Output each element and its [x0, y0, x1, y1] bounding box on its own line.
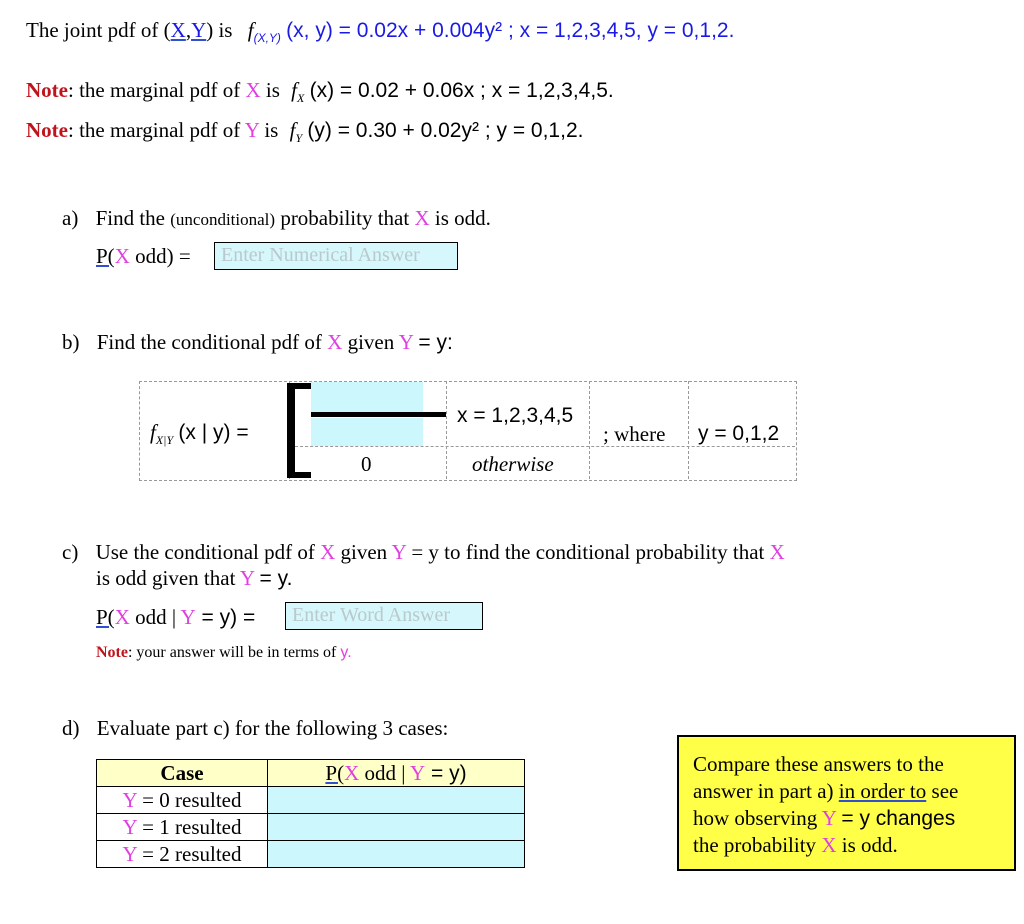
y-range: y = 0,1,2	[698, 422, 780, 445]
f-symbol: f	[247, 18, 254, 42]
table-header-row	[97, 760, 525, 787]
note-label: Note	[96, 644, 128, 661]
question-text: probability that	[280, 206, 410, 230]
part-letter: c)	[62, 540, 79, 564]
var-y-link: Y	[191, 18, 207, 42]
case-answer-input[interactable]	[268, 814, 525, 841]
cases-table	[96, 759, 525, 868]
compare-note-box	[677, 735, 1016, 871]
compare-underlined: in order to	[838, 779, 927, 803]
case-cell	[97, 841, 268, 868]
divider	[446, 381, 447, 479]
note-marginal-y	[26, 118, 583, 146]
f-subscript: X	[297, 91, 305, 105]
question-text: = y to find the conditional probability that	[411, 540, 765, 564]
divider	[589, 381, 590, 479]
f-symbol: f	[150, 420, 156, 444]
part-a-answer-label	[96, 244, 191, 269]
f-symbol: f	[289, 118, 296, 142]
f-symbol: f	[291, 78, 298, 102]
var-x: X	[327, 330, 343, 354]
p-label: P(	[96, 244, 115, 268]
header-case-text: Case	[160, 761, 204, 785]
part-d-question	[62, 716, 448, 741]
compare-text: the probability	[693, 833, 817, 857]
header-prob	[268, 760, 525, 787]
marginal-y-expression: (y) = 0.30 + 0.02y² ; y = 0,1,2.	[307, 119, 584, 142]
note-label: Note	[26, 118, 68, 142]
note-label: Note	[26, 78, 68, 102]
question-text: Use the conditional pdf of	[95, 540, 315, 564]
part-c-answer-input[interactable]: Enter Word Answer	[285, 602, 483, 630]
var-y: Y	[122, 788, 137, 812]
joint-pdf-statement	[26, 18, 734, 45]
note-var: X	[245, 78, 261, 102]
lhs-expression: (x | y) =	[178, 421, 249, 444]
numerator-input[interactable]	[311, 382, 423, 412]
x-range-text: x = 1,2,3,4,5	[457, 404, 574, 427]
note-marginal-x	[26, 78, 614, 106]
var-x: X	[414, 206, 430, 230]
compare-text: see	[931, 779, 959, 803]
p-label-rest: odd |	[129, 605, 181, 629]
var-y: Y	[122, 842, 137, 866]
var-y: Y	[180, 605, 196, 629]
case-text: = 2 resulted	[136, 842, 242, 866]
fraction-bar	[311, 412, 446, 417]
note-text: : the marginal pdf of	[67, 118, 245, 142]
case-text: = 1 resulted	[136, 815, 242, 839]
part-c-question-line1	[62, 540, 785, 565]
f-subscript: Y	[295, 131, 303, 145]
f-subscript: X|Y	[155, 433, 174, 447]
var-y: Y	[398, 330, 414, 354]
part-c-note	[96, 644, 352, 662]
case-text: = 0 resulted	[136, 788, 242, 812]
var-x: X	[821, 833, 837, 857]
part-a-question	[62, 206, 491, 231]
question-text: Find the	[95, 206, 165, 230]
p-label-rest: odd |	[359, 760, 410, 785]
compare-line	[693, 778, 1000, 805]
question-text: = y.	[259, 567, 293, 590]
var-x: X	[344, 760, 360, 785]
var-y: Y	[409, 760, 426, 785]
part-letter: a)	[62, 206, 79, 230]
case-cell	[97, 814, 268, 841]
question-text: given	[340, 540, 388, 564]
question-text: Evaluate part c) for the following 3 cases:	[96, 716, 449, 740]
question-text: Find the conditional pdf of	[96, 330, 322, 354]
question-text: is odd.	[434, 206, 491, 230]
var-x: X	[320, 540, 336, 564]
part-c-question-line2	[96, 566, 292, 591]
where-label: ; where	[603, 422, 666, 446]
note-is: is	[260, 78, 280, 102]
divider	[290, 446, 795, 447]
part-a-answer-input[interactable]: Enter Numerical Answer	[214, 242, 458, 270]
intro-prefix: The joint pdf of (	[26, 18, 171, 42]
p-label-rest: = y)	[425, 761, 467, 785]
compare-line	[693, 832, 1000, 859]
question-text: is odd given that	[96, 566, 236, 590]
case-cell	[97, 787, 268, 814]
var-x-link: X	[170, 18, 186, 42]
brace-bar	[287, 383, 295, 478]
var-y: Y	[122, 815, 137, 839]
note-var: y.	[340, 644, 352, 661]
compare-text: answer in part a)	[693, 779, 834, 803]
otherwise-label: otherwise	[472, 452, 554, 476]
note-is: is	[259, 118, 279, 142]
brace-bottom	[287, 472, 311, 478]
question-small: (unconditional)	[170, 210, 276, 229]
note-var: Y	[244, 118, 260, 142]
question-text: given	[347, 330, 395, 354]
part-letter: d)	[62, 716, 80, 740]
note-text: : your answer will be in terms of	[127, 644, 337, 661]
note-text: : the marginal pdf of	[67, 78, 246, 102]
var-x: X	[114, 605, 130, 629]
question-eq: = y:	[418, 331, 453, 354]
p-label-rest: = y) =	[195, 606, 256, 629]
table-row	[97, 787, 525, 814]
var-y: Y	[239, 566, 255, 590]
var-y: Y	[821, 806, 837, 830]
table-row	[97, 841, 525, 868]
header-case	[97, 760, 268, 787]
compare-text: is odd.	[841, 833, 898, 857]
denominator-input[interactable]	[311, 418, 423, 446]
divider	[688, 381, 689, 479]
intro-comma: ,	[185, 18, 192, 42]
var-x: X	[769, 540, 785, 564]
compare-line: Compare these answers to the	[693, 752, 944, 776]
compare-line	[693, 805, 1000, 832]
intro-is: ) is	[206, 18, 233, 42]
var-y: Y	[391, 540, 407, 564]
part-c-answer-label	[96, 605, 255, 630]
conditional-pdf-lhs	[150, 420, 249, 448]
p-label-rest: odd) =	[129, 244, 191, 268]
joint-pdf-expression: (x, y) = 0.02x + 0.004y² ; x = 1,2,3,4,5, y = 0,1,2.	[286, 19, 735, 42]
part-letter: b)	[62, 330, 80, 354]
case-answer-input[interactable]	[268, 841, 525, 868]
f-subscript: (X,Y)	[253, 31, 281, 45]
compare-text: how observing	[693, 806, 818, 830]
compare-text: = y changes	[841, 807, 956, 830]
case-answer-input[interactable]	[268, 787, 525, 814]
x-range	[457, 404, 573, 428]
table-row	[97, 814, 525, 841]
part-b-question	[62, 330, 453, 355]
brace-top	[287, 383, 311, 389]
p-label: P(	[325, 760, 345, 785]
var-x: X	[114, 244, 130, 268]
zero-value: 0	[361, 452, 372, 476]
p-label: P(	[96, 605, 115, 629]
marginal-x-expression: (x) = 0.02 + 0.06x ; x = 1,2,3,4,5.	[309, 79, 614, 102]
